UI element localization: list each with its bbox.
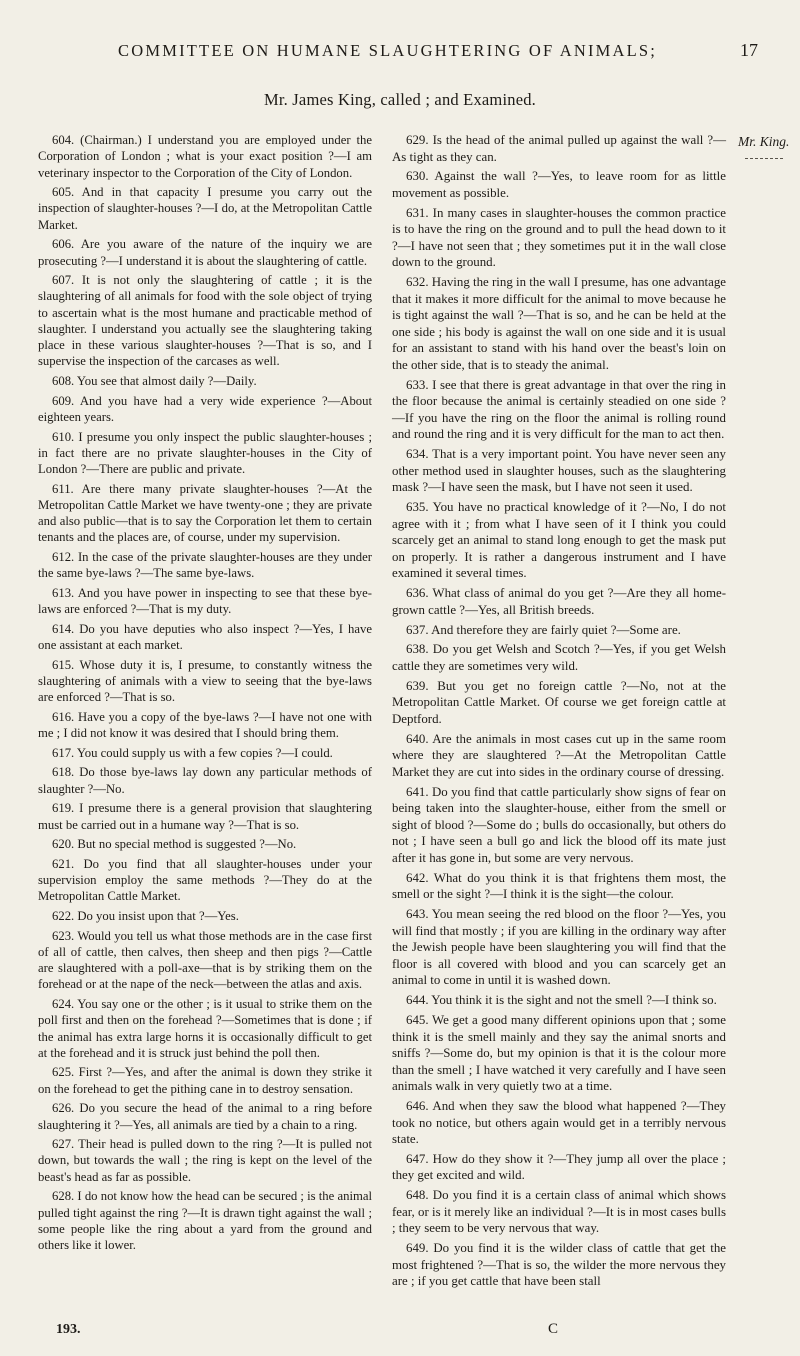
testimony-paragraph: 635. You have no practical knowledge of it ?—No, I do not agree with it ; from what I have seen of it I think you could scarcely get an animal to stand long enough to get the mask put on properly. It is rather a dangerous instrument and I have examined it several times. — [392, 500, 726, 581]
testimony-paragraph: 605. And in that capacity I presume you carry out the inspection of slaughter-houses ?—I do, at the Metropolitan Cattle Market. — [38, 185, 372, 232]
testimony-paragraph: 633. I see that there is great advantage in that over the ring in the floor because the animal is certainly steadied on one side ?—If you have the ring on the floor the animal is rolling round and round the ring and it is very difficult for the man to act then. — [392, 377, 726, 442]
section-heading: Mr. James King, called ; and Examined. — [264, 90, 536, 109]
testimony-paragraph: 648. Do you find it is a certain class of animal which shows fear, or is it merely like an individual ?—It is in most cases bulls ; they seem to be very nervous that way. — [392, 1188, 726, 1236]
testimony-paragraph: 638. Do you get Welsh and Scotch ?—Yes, if you get Welsh cattle they are sometimes very wild. — [392, 642, 726, 673]
testimony-paragraph: 637. And therefore they are fairly quiet ?—Some are. — [406, 622, 681, 637]
testimony-paragraph: 644. You think it is the sight and not the smell ?—I think so. — [406, 993, 717, 1008]
testimony-paragraph: 647. How do they show it ?—They jump all over the place ; they get excited and wild. — [392, 1151, 726, 1183]
testimony-paragraph: 608. You see that almost daily ?—Daily. — [52, 374, 257, 389]
testimony-paragraph: 614. Do you have deputies who also inspect ?—Yes, I have one assistant at each market. — [38, 621, 372, 653]
testimony-paragraph: 632. Having the ring in the wall I presume, has one advantage that it makes it more difficult for the animal to move because he is tight against the wall ?—That is so, and he can be held at the one side ; his body is against the wall on one side and it is usual for an assistant to stand with his hand over the beast's loin on the other side, that is to steady the animal. — [392, 275, 726, 372]
testimony-paragraph: 613. And you have power in inspecting to see that these bye-laws are enforced ?—That is my duty. — [38, 586, 372, 617]
testimony-paragraph: 636. What class of animal do you get ?—Are they all home-grown cattle ?—Yes, all British breeds. — [392, 586, 726, 617]
testimony-paragraph: 604. (Chairman.) I understand you are employed under the Corporation of London ; what is your exact position ?—I am veterinary inspector to the Corporation of the City of London. — [38, 133, 372, 180]
running-title: COMMITTEE ON HUMANE SLAUGHTERING OF ANIMALS; — [118, 41, 658, 60]
testimony-paragraph: 649. Do you find it is the wilder class of cattle that get the most frightened ?—That is so, the wilder the more nervous they are ; if you get cattle that have been stall — [392, 1241, 726, 1289]
testimony-paragraph: 611. Are there many private slaughter-houses ?—At the Metropolitan Cattle Market we have twenty-one ; they are private and also public—that is to say the Corporation let them to certain tenants and the places are, of course, under my supervision. — [38, 481, 372, 545]
testimony-paragraph: 620. But no special method is suggested ?—No. — [52, 837, 297, 852]
testimony-paragraph: 623. Would you tell us what those methods are in the case first of all of cattle, then calves, then sheep and then pigs ?—Cattle are slaughtered with a poll-axe—that is by striking them on the forehead or at the nape of the neck—between the atlas and axis. — [38, 928, 372, 992]
running-head — [118, 40, 758, 61]
testimony-paragraph: 610. I presume you only inspect the public slaughter-houses ; in fact there are no private slaughter-houses in the City of London ?—There are public and private. — [38, 429, 372, 477]
testimony-paragraph: 625. First ?—Yes, and after the animal is down they strike it on the forehead to get the pithing cane in to destroy sensation. — [38, 1065, 372, 1096]
testimony-paragraph: 619. I presume there is a general provision that slaughtering must be carried out in a humane way ?—That is so. — [38, 801, 372, 832]
testimony-paragraph: 628. I do not know how the head can be secured ; is the animal pulled tight against the ring ?—It is drawn tight against the wall ; some people like the ring about a yard from the ground and others like it lower. — [38, 1189, 372, 1253]
marginal-note: Mr. King. — [738, 134, 790, 149]
testimony-paragraph: 640. Are the animals in most cases cut up in the same room where they are slaughtered ?—At the Metropolitan Cattle Market they are cut into sides in the ordinary course of dressing. — [392, 731, 726, 779]
testimony-paragraph: 626. Do you secure the head of the animal to a ring before slaughtering it ?—Yes, all animals are tied by a chain to a ring. — [38, 1101, 372, 1132]
testimony-paragraph: 617. You could supply us with a few copies ?—I could. — [52, 745, 333, 760]
testimony-paragraph: 630. Against the wall ?—Yes, to leave room for as little movement as possible. — [392, 169, 726, 200]
testimony-paragraph: 646. And when they saw the blood what happened ?—They took no notice, but others again would get in a terribly nervous state. — [392, 1099, 726, 1147]
testimony-paragraph: 621. Do you find that all slaughter-houses under your supervision employ the same methods ?—They do at the Metropolitan Cattle Market. — [38, 856, 372, 904]
testimony-paragraph: 615. Whose duty it is, I presume, to constantly witness the slaughtering of animals with a view to seeing that the bye-laws are enforced ?—That is so. — [38, 657, 372, 705]
testimony-paragraph: 639. But you get no foreign cattle ?—No, not at the Metropolitan Cattle Market. Of course we get foreign cattle at Deptford. — [392, 678, 726, 726]
testimony-paragraph: 624. You say one or the other ; is it usual to strike them on the poll first and then on the forehead ?—Sometimes that is done ; if the animal has extra large horns it is occasionally difficult to get at the forehead and it is struck just behind the poll then. — [38, 997, 372, 1060]
testimony-paragraph: 631. In many cases in slaughter-houses the common practice is to have the ring on the ground and to pull the head down to it ?—I have not seen that ; they sometimes put it in the wall close down to the ground. — [392, 205, 726, 270]
testimony-paragraph: 606. Are you aware of the nature of the inquiry we are prosecuting ?—I understand it is about the slaughtering of cattle. — [38, 237, 372, 268]
testimony-paragraph: 622. Do you insist upon that ?—Yes. — [52, 909, 239, 924]
testimony-paragraph: 618. Do those bye-laws lay down any particular methods of slaughter ?—No. — [38, 765, 372, 796]
testimony-paragraph: 641. Do you find that cattle particularly show signs of fear on being taken into the slaughter-house, either from the smell or sight of blood ?—Some do ; bulls do occasionally, but others do not ; I have seen a bull go and lick the blood off its mate just after it has gone in, but some are very nervous. — [392, 784, 726, 865]
left-column — [38, 132, 372, 1257]
page-number: 17 — [740, 40, 758, 60]
testimony-paragraph: 629. Is the head of the animal pulled up against the wall ?—As tight as they can. — [392, 133, 726, 164]
testimony-paragraph: 612. In the case of the private slaughter-houses are they under the same bye-laws ?—The same bye-laws. — [38, 550, 372, 581]
testimony-paragraph: 643. You mean seeing the red blood on the floor ?—Yes, you will find that mostly ; if you are killing in the ordinary way after the Jewish people have been slaughtering you will find that the floor is all covered with blood and you can scarcely get an animal to come in until it is washed down. — [392, 907, 726, 988]
testimony-paragraph: 616. Have you a copy of the bye-laws ?—I have not one with me ; I did not know it was desired that I should bring them. — [38, 709, 372, 741]
signature-mark: C — [548, 1321, 559, 1337]
testimony-paragraph: 634. That is a very important point. You have never seen any other method used in slaughter houses, such as the slaughtering mask ?—I have seen the mask, but I have not seen it used. — [392, 447, 726, 495]
folio-number: 193. — [56, 1322, 81, 1337]
marginal-rule — [745, 158, 783, 159]
testimony-paragraph: 609. And you have had a very wide experience ?—About eighteen years. — [38, 393, 372, 424]
testimony-paragraph: 607. It is not only the slaughtering of cattle ; it is the slaughtering of all animals for food with the sole object of trying to ascertain what is the most humane and practicable method of slaughter. I understand you actually see the slaughtering taking place in these various slaughter-houses ?—That is so, and I supervise the inspection of the carcases as well. — [38, 273, 372, 369]
testimony-paragraph: 642. What do you think it is that frightens them most, the smell or the sight ?—I think it is the sight—the colour. — [392, 870, 726, 902]
right-column — [392, 132, 726, 1293]
testimony-paragraph: 627. Their head is pulled down to the ring ?—It is pulled not down, but towards the wall ; the ring is kept on the level of the beast's head as far as possible. — [38, 1137, 372, 1184]
testimony-paragraph: 645. We get a good many different opinions upon that ; some think it is the smell mainly and they say the animal snorts and sniffs ?—Some do, but my opinion is that it is the colour more than the smell ; I have watched it very carefully and I have seen animals walk in very quietly two at a time. — [392, 1013, 726, 1094]
